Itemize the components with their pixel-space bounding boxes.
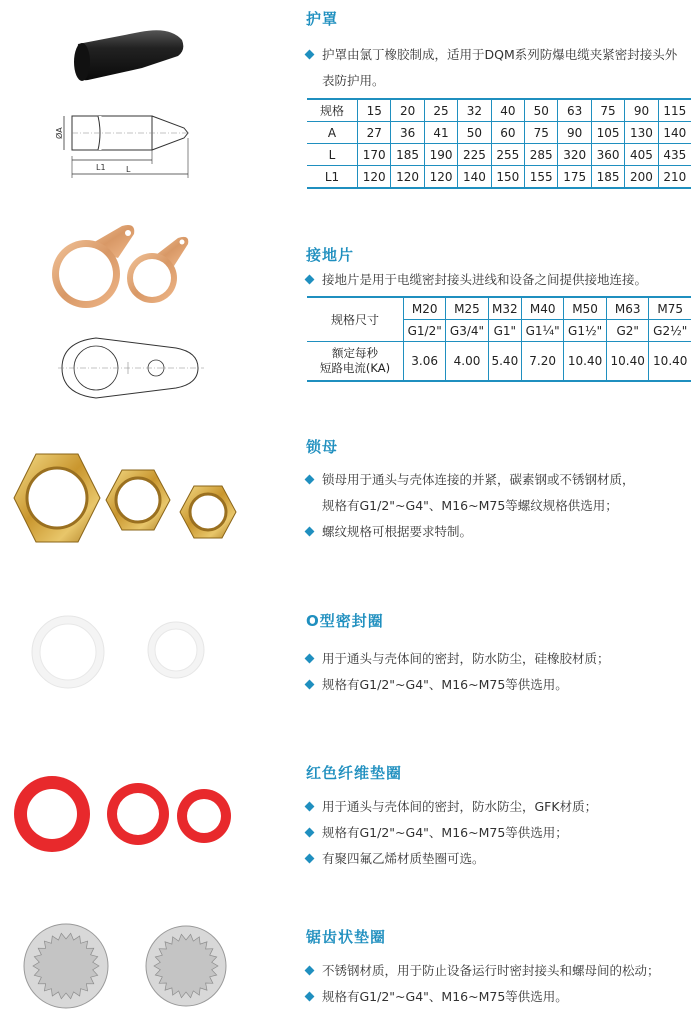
table-cell: 90	[625, 99, 658, 122]
serrated-washer-description	[306, 958, 691, 1010]
diamond-bullet-icon	[305, 527, 315, 537]
bullet-item: 螺纹规格可根据要求特制。	[306, 519, 691, 545]
lock-nut-photo	[6, 446, 256, 560]
table-cell: 120	[424, 166, 457, 189]
table-cell: 10.40	[649, 342, 691, 382]
bullet-item: 用于通头与壳体间的密封，防水防尘，硅橡胶材质；	[306, 646, 691, 672]
table-header-cell: 规格	[307, 99, 358, 122]
table-cell: G1"	[488, 320, 521, 342]
section-title-boot: 护罩	[306, 10, 339, 28]
table-row	[307, 166, 691, 189]
table-header-cell: 额定每秒 短路电流(KA)	[307, 342, 404, 382]
section-title-lock-nut: 锁母	[306, 438, 339, 456]
table-cell: M25	[446, 297, 488, 320]
bullet-item: 用于通头与壳体间的密封，防水防尘，GFK材质；	[306, 794, 691, 820]
table-cell: 105	[591, 122, 624, 144]
dim-label-l: L	[126, 165, 131, 174]
table-cell: 36	[391, 122, 424, 144]
red-washer-description	[306, 794, 691, 872]
dim-label-l1: L1	[96, 163, 106, 172]
boot-description	[306, 42, 691, 94]
table-cell: 140	[658, 122, 691, 144]
grounding-spec-table	[307, 296, 691, 382]
table-cell: 130	[625, 122, 658, 144]
bullet-item: 有聚四氟乙烯材质垫圈可选。	[306, 846, 691, 872]
table-cell: 115	[658, 99, 691, 122]
o-ring-photo	[24, 612, 214, 696]
grounding-lug-photo	[40, 222, 200, 316]
boot-spec-table	[307, 98, 691, 189]
table-cell: M63	[606, 297, 649, 320]
table-cell: 190	[424, 144, 457, 166]
table-cell: 25	[424, 99, 457, 122]
diamond-bullet-icon	[305, 802, 315, 812]
table-header-cell: L	[307, 144, 358, 166]
section-title-red-washer: 红色纤维垫圈	[306, 764, 403, 782]
table-row	[307, 297, 691, 320]
serrated-washer-photo	[18, 920, 238, 1016]
bullet-item: 规格有G1/2"~G4"、M16~M75等螺纹规格供选用；	[322, 498, 618, 513]
table-cell: 15	[358, 99, 391, 122]
table-cell: G3/4"	[446, 320, 488, 342]
section-title-grounding: 接地片	[306, 246, 355, 264]
section-title-o-ring: O型密封圈	[306, 612, 384, 630]
table-row	[307, 144, 691, 166]
table-cell: G1½"	[564, 320, 607, 342]
diamond-bullet-icon	[305, 275, 315, 285]
table-cell: G1¼"	[522, 320, 564, 342]
diamond-bullet-icon	[305, 828, 315, 838]
table-cell: 4.00	[446, 342, 488, 382]
diamond-bullet-icon	[305, 966, 315, 976]
table-cell: M20	[404, 297, 446, 320]
diamond-bullet-icon	[305, 654, 315, 664]
table-header-cell: 规格尺寸	[307, 297, 404, 342]
table-cell: 32	[458, 99, 491, 122]
table-cell: 63	[558, 99, 591, 122]
diamond-bullet-icon	[305, 475, 315, 485]
table-cell: 50	[458, 122, 491, 144]
table-cell: 320	[558, 144, 591, 166]
table-cell: G2½"	[649, 320, 691, 342]
table-cell: G2"	[606, 320, 649, 342]
table-cell: 140	[458, 166, 491, 189]
diamond-bullet-icon	[305, 680, 315, 690]
table-cell: M32	[488, 297, 521, 320]
table-cell: G1/2"	[404, 320, 446, 342]
table-cell: 41	[424, 122, 457, 144]
table-cell: 120	[391, 166, 424, 189]
table-cell: 60	[491, 122, 524, 144]
table-cell: M75	[649, 297, 691, 320]
table-cell: 75	[591, 99, 624, 122]
grounding-description	[306, 267, 691, 293]
bullet-item: 护罩由氯丁橡胶制成，适用于DQM系列防爆电缆夹紧密封接头外	[306, 42, 691, 68]
table-cell: 200	[625, 166, 658, 189]
lock-nut-description	[306, 467, 691, 545]
table-cell: M40	[522, 297, 564, 320]
table-cell: 210	[658, 166, 691, 189]
table-cell: 435	[658, 144, 691, 166]
table-cell: 50	[525, 99, 558, 122]
table-cell: 255	[491, 144, 524, 166]
bullet-item: 接地片是用于电缆密封接头进线和设备之间提供接地连接。	[306, 267, 691, 293]
table-cell: 155	[525, 166, 558, 189]
bullet-item: 规格有G1/2"~G4"、M16~M75等供选用。	[306, 672, 691, 698]
table-cell: 10.40	[564, 342, 607, 382]
bullet-item: 表防护用。	[322, 73, 385, 88]
boot-photo	[70, 22, 190, 90]
table-cell: 90	[558, 122, 591, 144]
diamond-bullet-icon	[305, 992, 315, 1002]
table-cell: 7.20	[522, 342, 564, 382]
table-cell: 225	[458, 144, 491, 166]
diamond-bullet-icon	[305, 854, 315, 864]
bullet-item: 规格有G1/2"~G4"、M16~M75等供选用。	[306, 984, 691, 1010]
table-cell: 170	[358, 144, 391, 166]
table-header-cell: A	[307, 122, 358, 144]
o-ring-description	[306, 646, 691, 698]
table-cell: 150	[491, 166, 524, 189]
table-cell: 27	[358, 122, 391, 144]
table-cell: 10.40	[606, 342, 649, 382]
table-cell: 405	[625, 144, 658, 166]
table-row	[307, 122, 691, 144]
bullet-item: 不锈钢材质，用于防止设备运行时密封接头和螺母间的松动；	[306, 958, 691, 984]
table-cell: 175	[558, 166, 591, 189]
table-cell: 285	[525, 144, 558, 166]
table-cell: M50	[564, 297, 607, 320]
section-title-serrated-washer: 锯齿状垫圈	[306, 928, 387, 946]
table-cell: 360	[591, 144, 624, 166]
bullet-item: 锁母用于通头与壳体连接的并紧，碳素钢或不锈钢材质，	[306, 467, 691, 493]
table-cell: 3.06	[404, 342, 446, 382]
dim-label-a: ØA	[55, 127, 64, 139]
diamond-bullet-icon	[305, 50, 315, 60]
table-row	[307, 99, 691, 122]
boot-drawing	[52, 108, 202, 190]
table-cell: 120	[358, 166, 391, 189]
grounding-lug-drawing	[58, 336, 208, 404]
table-cell: 185	[591, 166, 624, 189]
table-cell: 185	[391, 144, 424, 166]
table-cell: 5.40	[488, 342, 521, 382]
table-row	[307, 342, 691, 382]
bullet-item: 规格有G1/2"~G4"、M16~M75等供选用；	[306, 820, 691, 846]
table-cell: 40	[491, 99, 524, 122]
table-cell: 20	[391, 99, 424, 122]
table-header-cell: L1	[307, 166, 358, 189]
red-fiber-washer-photo	[8, 770, 238, 864]
table-cell: 75	[525, 122, 558, 144]
